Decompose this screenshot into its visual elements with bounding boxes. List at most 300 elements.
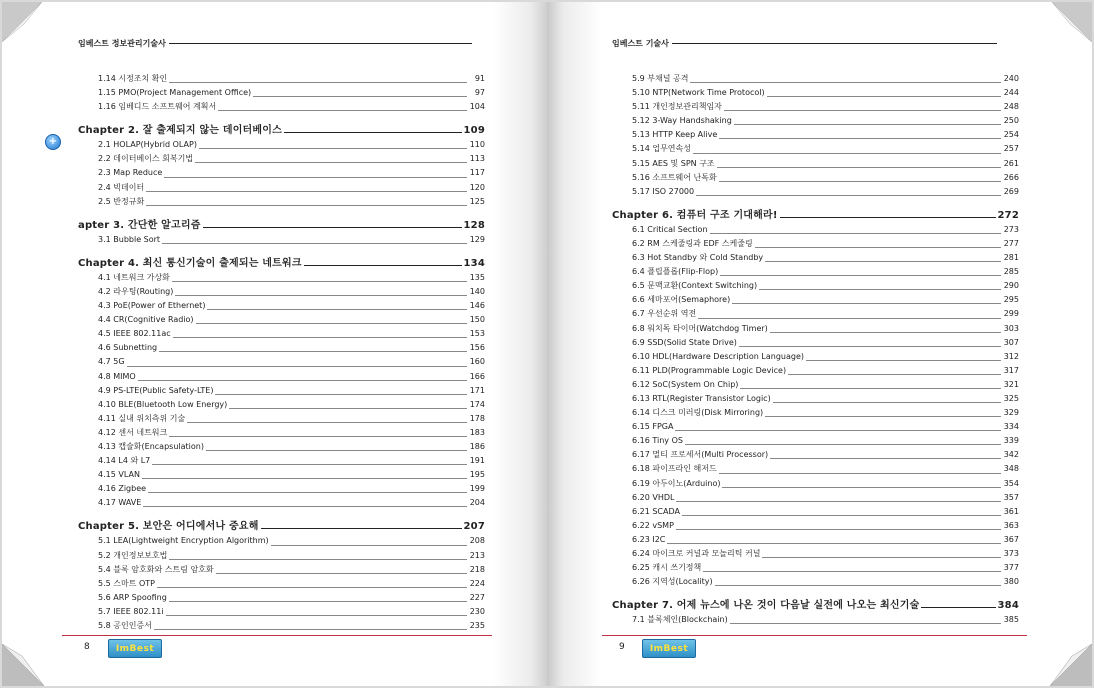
dot-leader — [762, 557, 1001, 558]
entry-page-number: 281 — [1003, 253, 1019, 263]
dot-leader — [693, 153, 1001, 154]
dot-leader — [770, 458, 1001, 459]
toc-entry[interactable] — [78, 285, 485, 299]
chapter-title: Chapter 2. 잘 출제되지 않는 데이터베이스 — [78, 125, 283, 137]
toc-entry[interactable] — [612, 185, 1019, 199]
dot-leader — [187, 422, 467, 423]
entry-page-number: 250 — [1003, 116, 1019, 126]
left-page — [2, 2, 547, 686]
dot-leader — [732, 303, 1001, 304]
entry-page-number: 303 — [1003, 323, 1019, 333]
left-toc — [78, 72, 485, 633]
dot-leader — [196, 323, 467, 324]
dot-leader — [253, 96, 467, 97]
entry-page-number: 166 — [469, 371, 485, 381]
toc-entry[interactable] — [612, 142, 1019, 156]
entry-page-number: 277 — [1003, 238, 1019, 248]
toc-entry[interactable] — [612, 86, 1019, 100]
entry-title: 6.21 SCADA — [632, 506, 680, 516]
dot-leader — [152, 464, 467, 465]
dot-leader — [730, 623, 1001, 624]
dot-leader — [169, 601, 467, 602]
footer-rule — [62, 635, 492, 636]
entry-title: 6.13 RTL(Register Transistor Logic) — [632, 393, 771, 403]
entry-title: 4.10 BLE(Bluetooth Low Energy) — [98, 399, 228, 409]
dot-leader — [715, 585, 1001, 586]
dot-leader — [717, 167, 1001, 168]
dot-leader — [148, 492, 467, 493]
toc-entry[interactable] — [78, 534, 485, 548]
toc-entry[interactable] — [78, 166, 485, 180]
toc-entry[interactable] — [78, 563, 485, 577]
entry-page-number: 125 — [469, 196, 485, 206]
page-curl-top-right[interactable] — [1040, 2, 1092, 54]
toc-entry[interactable] — [612, 307, 1019, 321]
entry-page-number: 186 — [469, 441, 485, 451]
entry-page-number: 285 — [1003, 267, 1019, 277]
toc-entry[interactable] — [612, 114, 1019, 128]
entry-page-number: 334 — [1003, 422, 1019, 432]
dot-leader — [164, 177, 467, 178]
entry-page-number: 227 — [469, 592, 485, 602]
dot-leader — [759, 289, 1001, 290]
dot-leader — [765, 261, 1001, 262]
toc-entry[interactable] — [612, 336, 1019, 350]
page-curl-bottom-right[interactable] — [1040, 634, 1092, 686]
entry-title: 5.8 공인인증서 — [98, 621, 152, 630]
entry-page-number: 104 — [469, 102, 485, 112]
dot-leader — [175, 295, 467, 296]
entry-title: 5.11 개인정보관리책임자 — [632, 102, 722, 112]
toc-entry[interactable] — [612, 420, 1019, 434]
dot-leader — [682, 515, 1001, 516]
entry-page-number: 183 — [469, 427, 485, 437]
entry-title: 6.2 RM 스케줄링과 EDF 스케줄링 — [632, 238, 753, 248]
toc-entry[interactable] — [612, 505, 1019, 519]
entry-page-number: 156 — [469, 343, 485, 353]
dot-leader — [698, 318, 1001, 319]
dot-leader — [667, 543, 1001, 544]
toc-chapter[interactable] — [78, 119, 485, 136]
toc-chapter[interactable] — [78, 214, 485, 231]
logo-text: ImBest — [115, 643, 155, 654]
dot-leader — [765, 416, 1001, 417]
dot-leader — [710, 233, 1001, 234]
entry-title: 6.7 우선순위 역전 — [632, 309, 697, 319]
toc-entry[interactable] — [612, 378, 1019, 392]
dot-leader — [166, 615, 467, 616]
entry-page-number: 195 — [469, 470, 485, 480]
toc-entry[interactable] — [612, 72, 1019, 86]
toc-entry[interactable] — [612, 322, 1019, 336]
entry-page-number: 150 — [469, 315, 485, 325]
toc-entry[interactable] — [612, 491, 1019, 505]
dot-leader — [770, 332, 1001, 333]
entry-page-number: 273 — [1003, 224, 1019, 234]
toc-entry[interactable] — [612, 406, 1019, 420]
dot-leader — [703, 571, 1001, 572]
toc-chapter[interactable] — [612, 594, 1019, 611]
dot-leader — [304, 265, 462, 266]
entry-title: 5.13 HTTP Keep Alive — [632, 130, 718, 140]
entry-page-number: 377 — [1003, 563, 1019, 573]
toc-entry[interactable] — [612, 448, 1019, 462]
dot-leader — [159, 351, 467, 352]
toc-entry[interactable] — [612, 519, 1019, 533]
imbest-logo — [642, 639, 696, 658]
entry-title: 6.23 I2C — [632, 534, 666, 544]
toc-entry[interactable] — [78, 370, 485, 384]
entry-title: 6.24 마이크로 커널과 모놀리틱 커널 — [632, 549, 761, 558]
entry-page-number: 129 — [469, 234, 485, 244]
dot-leader — [162, 243, 467, 244]
entry-title: 5.16 소프트웨어 난독화 — [632, 172, 717, 182]
toc-entry[interactable] — [612, 265, 1019, 279]
entry-page-number: 240 — [1003, 74, 1019, 83]
entry-page-number: 204 — [469, 498, 485, 508]
toc-entry[interactable] — [78, 577, 485, 591]
entry-title: 6.6 세마포어(Semaphore) — [632, 295, 731, 305]
page-number: 9 — [619, 642, 625, 652]
dot-leader — [676, 529, 1001, 530]
entry-page-number: 367 — [1003, 534, 1019, 544]
entry-page-number: 354 — [1003, 478, 1019, 488]
entry-page-number: 224 — [469, 578, 485, 588]
dot-leader — [216, 573, 467, 574]
entry-title: 5.7 IEEE 802.11i — [98, 606, 164, 616]
toc-chapter[interactable] — [78, 252, 485, 269]
dot-leader — [675, 430, 1001, 431]
entry-page-number: 113 — [469, 154, 485, 164]
toc-entry[interactable] — [78, 195, 485, 209]
dot-leader — [767, 96, 1001, 97]
entry-page-number: 117 — [469, 168, 485, 178]
entry-title: 4.1 네트워크 가상화 — [98, 272, 170, 282]
toc-entry[interactable] — [612, 237, 1019, 251]
entry-title: 2.2 데이터베이스 회복기법 — [98, 154, 194, 164]
entry-page-number: 140 — [469, 286, 485, 296]
entry-page-number: 128 — [463, 219, 485, 231]
entry-title: 6.5 문맥교환(Context Switching) — [632, 281, 758, 291]
dot-leader — [722, 487, 1001, 488]
entry-page-number: 339 — [1003, 436, 1019, 446]
entry-title: 1.16 임베디드 소프트웨어 계획서 — [98, 102, 217, 112]
entry-page-number: 230 — [469, 606, 485, 616]
entry-title: 2.3 Map Reduce — [98, 168, 163, 178]
dot-leader — [199, 148, 467, 149]
entry-page-number: 218 — [469, 564, 485, 574]
toc-entry[interactable] — [78, 299, 485, 313]
toc-entry[interactable] — [612, 561, 1019, 575]
toc-entry[interactable] — [612, 223, 1019, 237]
entry-page-number: 208 — [469, 536, 485, 546]
toc-entry[interactable] — [78, 384, 485, 398]
toc-chapter[interactable] — [612, 204, 1019, 221]
entry-title: 5.14 업무연속성 — [632, 144, 691, 154]
entry-page-number: 213 — [469, 550, 485, 560]
toc-entry[interactable] — [78, 138, 485, 152]
page-number: 8 — [84, 642, 90, 652]
entry-title: 6.8 워치독 타이머(Watchdog Timer) — [632, 323, 768, 333]
entry-page-number: 191 — [469, 456, 485, 466]
toc-entry[interactable] — [78, 100, 485, 114]
entry-page-number: 385 — [1003, 615, 1019, 625]
footer-rule — [602, 635, 1027, 636]
toc-entry[interactable] — [612, 251, 1019, 265]
entry-title: 6.12 SoC(System On Chip) — [632, 379, 739, 389]
entry-title: 6.20 VHDL — [632, 492, 675, 502]
entry-page-number: 321 — [1003, 379, 1019, 389]
toc-entry[interactable] — [612, 128, 1019, 142]
entry-title: 4.9 PS-LTE(Public Safety-LTE) — [98, 385, 214, 395]
right-page — [547, 2, 1092, 686]
toc-entry[interactable] — [612, 547, 1019, 561]
toc-entry[interactable] — [612, 364, 1019, 378]
entry-page-number: 207 — [463, 521, 485, 533]
entry-title: 4.5 IEEE 802.11ac — [98, 329, 171, 339]
dot-leader — [755, 247, 1001, 248]
dot-leader — [724, 110, 1001, 111]
dot-leader — [146, 191, 467, 192]
entry-title: 4.8 MIMO — [98, 371, 136, 381]
chapter-title: apter 3. 간단한 알고리즘 — [78, 219, 201, 231]
entry-page-number: 380 — [1003, 577, 1019, 587]
dot-leader — [127, 366, 467, 367]
entry-page-number: 312 — [1003, 351, 1019, 361]
toc-entry[interactable] — [78, 619, 485, 633]
toc-entry[interactable] — [78, 233, 485, 247]
dot-leader — [788, 374, 1001, 375]
toc-entry[interactable] — [78, 454, 485, 468]
dot-leader — [734, 124, 1001, 125]
entry-title: 5.1 LEA(Lightweight Encryption Algorithm) — [98, 536, 269, 546]
entry-title: 4.7 5G — [98, 357, 125, 367]
chapter-title: Chapter 6. 컴퓨터 구조 기대해라! — [612, 209, 778, 221]
dot-leader — [739, 346, 1001, 347]
toc-entry[interactable] — [78, 426, 485, 440]
entry-page-number: 295 — [1003, 295, 1019, 305]
entry-title: 4.11 실내 위치측위 기술 — [98, 413, 186, 423]
dot-leader — [780, 217, 996, 218]
entry-title: 6.1 Critical Section — [632, 224, 708, 234]
entry-title: 5.5 스마트 OTP — [98, 578, 156, 588]
entry-page-number: 266 — [1003, 172, 1019, 182]
entry-page-number: 134 — [463, 257, 485, 269]
entry-page-number: 357 — [1003, 492, 1019, 502]
entry-title: 2.4 빅데이터 — [98, 182, 145, 192]
entry-title: 6.16 Tiny OS — [632, 436, 683, 446]
toc-entry[interactable] — [612, 392, 1019, 406]
dot-leader — [921, 607, 995, 608]
entry-title: 7.1 블록체인(Blockchain) — [632, 615, 728, 625]
dot-leader — [138, 380, 467, 381]
toc-entry[interactable] — [612, 171, 1019, 185]
entry-title: 6.11 PLD(Programmable Logic Device) — [632, 365, 787, 375]
dot-leader — [154, 629, 467, 630]
entry-page-number: 361 — [1003, 506, 1019, 516]
toc-entry[interactable] — [78, 482, 485, 496]
toc-entry[interactable] — [78, 181, 485, 195]
entry-title: 5.15 AES 및 SPN 구조 — [632, 158, 715, 168]
entry-page-number: 153 — [469, 329, 485, 339]
toc-entry[interactable] — [78, 355, 485, 369]
entry-title: 4.12 센서 네트워크 — [98, 427, 168, 437]
entry-title: 6.26 지역성(Locality) — [632, 577, 713, 587]
dot-leader — [720, 275, 1001, 276]
entry-title: 5.2 개인정보보호법 — [98, 550, 168, 560]
toc-entry[interactable] — [612, 477, 1019, 491]
toc-entry[interactable] — [612, 613, 1019, 627]
entry-title: 4.14 L4 와 L7 — [98, 456, 151, 466]
entry-title: 3.1 Bubble Sort — [98, 234, 161, 244]
entry-page-number: 373 — [1003, 549, 1019, 558]
toc-entry[interactable] — [78, 591, 485, 605]
entry-title: 4.2 라우팅(Routing) — [98, 286, 174, 296]
entry-title: 6.10 HDL(Hardware Description Language) — [632, 351, 804, 361]
toc-entry[interactable] — [78, 271, 485, 285]
dot-leader — [206, 450, 467, 451]
dot-leader — [261, 528, 462, 529]
entry-title: 4.16 Zigbee — [98, 484, 147, 494]
entry-page-number: 174 — [469, 399, 485, 409]
entry-title: 5.17 ISO 27000 — [632, 186, 695, 196]
entry-title: 1.15 PMO(Project Management Office) — [98, 88, 252, 98]
entry-page-number: 261 — [1003, 158, 1019, 168]
entry-title: 2.5 반정규화 — [98, 196, 145, 206]
dot-leader — [142, 478, 467, 479]
imbest-logo — [108, 639, 162, 658]
dot-leader — [719, 181, 1001, 182]
entry-title: 5.4 블록 암호화와 스트림 암호화 — [98, 564, 214, 574]
entry-page-number: 178 — [469, 413, 485, 423]
entry-title: 4.17 WAVE — [98, 498, 142, 508]
toc-entry[interactable] — [78, 549, 485, 563]
entry-title: 5.9 부채널 공격 — [632, 74, 689, 83]
dot-leader — [685, 444, 1001, 445]
entry-page-number: 97 — [474, 88, 485, 98]
plus-circle-icon[interactable]: + — [45, 134, 61, 150]
toc-entry[interactable] — [78, 440, 485, 454]
entry-page-number: 384 — [997, 600, 1019, 612]
entry-title: 4.4 CR(Cognitive Radio) — [98, 315, 194, 325]
right-header-title: 임베스트 기술사 — [612, 39, 669, 48]
entry-title: 5.12 3-Way Handshaking — [632, 116, 732, 126]
toc-entry[interactable] — [612, 157, 1019, 171]
toc-entry[interactable] — [78, 468, 485, 482]
toc-entry[interactable] — [78, 341, 485, 355]
entry-page-number: 325 — [1003, 393, 1019, 403]
toc-entry[interactable] — [612, 350, 1019, 364]
entry-title: 6.9 SSD(Solid State Drive) — [632, 337, 737, 347]
toc-entry[interactable] — [612, 100, 1019, 114]
entry-page-number: 248 — [1003, 102, 1019, 112]
entry-page-number: 199 — [469, 484, 485, 494]
entry-page-number: 269 — [1003, 186, 1019, 196]
entry-page-number: 135 — [469, 272, 485, 282]
toc-entry[interactable] — [612, 575, 1019, 589]
entry-title: 6.25 캐시 쓰기정책 — [632, 563, 702, 573]
entry-page-number: 110 — [469, 140, 485, 150]
entry-title: 6.22 vSMP — [632, 520, 674, 530]
dot-leader — [169, 436, 467, 437]
toc-entry[interactable] — [612, 293, 1019, 307]
toc-entry[interactable] — [612, 462, 1019, 476]
chapter-title: Chapter 7. 어제 뉴스에 나온 것이 다음날 실전에 나오는 최신기술 — [612, 600, 920, 612]
entry-page-number: 272 — [997, 209, 1019, 221]
dot-leader — [169, 559, 467, 560]
entry-page-number: 290 — [1003, 281, 1019, 291]
dot-leader — [676, 501, 1001, 502]
entry-title: 6.19 아두이노(Arduino) — [632, 478, 721, 488]
entry-page-number: 307 — [1003, 337, 1019, 347]
toc-entry[interactable] — [78, 86, 485, 100]
entry-title: 4.3 PoE(Power of Ethernet) — [98, 301, 206, 311]
dot-leader — [806, 360, 1001, 361]
toc-entry[interactable] — [78, 398, 485, 412]
entry-page-number: 254 — [1003, 130, 1019, 140]
header-rule — [169, 43, 472, 44]
dot-leader — [215, 394, 467, 395]
toc-entry[interactable] — [78, 313, 485, 327]
entry-title: 6.17 멀티 프로세서(Multi Processor) — [632, 450, 769, 460]
dot-leader — [696, 195, 1001, 196]
toc-entry[interactable] — [78, 412, 485, 426]
entry-page-number: 120 — [469, 182, 485, 192]
toc-entry[interactable] — [612, 533, 1019, 547]
entry-page-number: 363 — [1003, 520, 1019, 530]
toc-chapter[interactable] — [78, 515, 485, 532]
entry-title: 4.15 VLAN — [98, 470, 140, 480]
dot-leader — [203, 227, 462, 228]
dot-leader — [719, 473, 1001, 474]
dot-leader — [207, 309, 467, 310]
dot-leader — [195, 162, 467, 163]
entry-title: 2.1 HOLAP(Hybrid OLAP) — [98, 140, 197, 150]
page-curl-bottom-left[interactable] — [2, 634, 54, 686]
entry-page-number: 329 — [1003, 408, 1019, 418]
page-curl-top-left[interactable] — [2, 2, 54, 54]
toc-entry[interactable] — [78, 327, 485, 341]
entry-page-number: 235 — [469, 621, 485, 630]
dot-leader — [284, 132, 462, 133]
dot-leader — [773, 402, 1001, 403]
entry-title: 5.6 ARP Spoofing — [98, 592, 167, 602]
header-rule — [672, 43, 997, 44]
dot-leader — [271, 545, 467, 546]
entry-title: 6.14 디스크 미러링(Disk Mirroring) — [632, 408, 764, 418]
right-page-header — [612, 38, 997, 49]
entry-title: 6.15 FPGA — [632, 422, 674, 432]
dot-leader — [172, 281, 467, 282]
left-header-title: 임베스트 정보관리기술사 — [78, 39, 166, 48]
entry-page-number: 317 — [1003, 365, 1019, 375]
dot-leader — [173, 337, 467, 338]
entry-page-number: 257 — [1003, 144, 1019, 154]
toc-entry[interactable] — [612, 279, 1019, 293]
entry-page-number: 244 — [1003, 88, 1019, 98]
entry-title: 6.3 Hot Standby 와 Cold Standby — [632, 253, 764, 263]
right-toc — [612, 72, 1019, 627]
toc-entry[interactable] — [612, 434, 1019, 448]
entry-title: 6.18 파이프라인 해저드 — [632, 464, 717, 474]
toc-entry[interactable] — [78, 152, 485, 166]
logo-text: ImBest — [649, 643, 689, 654]
toc-entry[interactable] — [78, 72, 485, 86]
entry-page-number: 160 — [469, 357, 485, 367]
entry-title: 1.14 시정조치 확인 — [98, 74, 168, 83]
toc-entry[interactable] — [78, 496, 485, 510]
toc-entry[interactable] — [78, 605, 485, 619]
